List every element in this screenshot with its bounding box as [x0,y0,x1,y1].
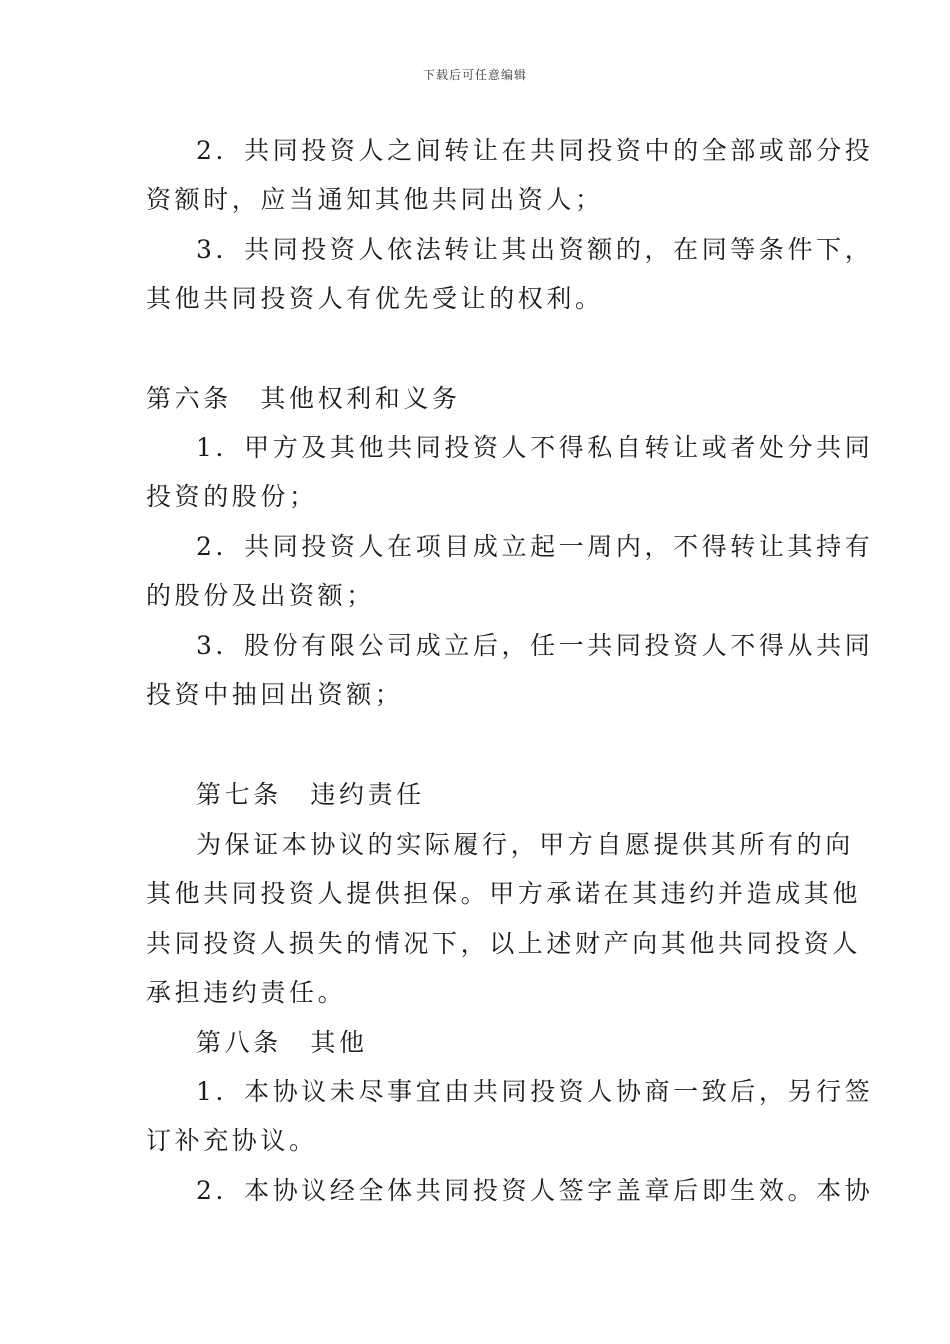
text-line: 3．股份有限公司成立后，任一共同投资人不得从共同 [196,631,874,660]
text-line: 其他共同投资人有优先受让的权利。 [146,284,604,313]
text-line: 2．共同投资人在项目成立起一周内，不得转让其持有 [196,532,874,561]
text-line: 的股份及出资额； [146,581,375,610]
text-line: 2．共同投资人之间转让在共同投资中的全部或部分投 [196,136,874,165]
text-line: 资额时，应当通知其他共同出资人； [146,185,604,214]
text-line: 投资中抽回出资额； [146,680,404,709]
text-line: 2．本协议经全体共同投资人签字盖章后即生效。本协 [196,1176,874,1205]
section-heading: 第七条 违约责任 [196,780,425,809]
text-line: 投资的股份； [146,482,318,511]
text-line: 共同投资人损失的情况下，以上述财产向其他共同投资人 [146,929,862,958]
text-line: 承担违约责任。 [146,978,347,1007]
text-line: 其他共同投资人提供担保。甲方承诺在其违约并造成其他 [146,879,862,908]
section-heading: 第八条 其他 [196,1028,368,1057]
text-line: 1．甲方及其他共同投资人不得私自转让或者处分共同 [196,433,874,462]
page-header: 下载后可任意编辑 [422,68,527,82]
section-heading: 第六条 其他权利和义务 [146,384,461,413]
text-line: 为保证本协议的实际履行，甲方自愿提供其所有的向 [196,830,854,859]
text-line: 1．本协议未尽事宜由共同投资人协商一致后，另行签 [196,1077,874,1106]
text-line: 3．共同投资人依法转让其出资额的，在同等条件下， [196,235,874,264]
text-line: 订补充协议。 [146,1126,318,1155]
